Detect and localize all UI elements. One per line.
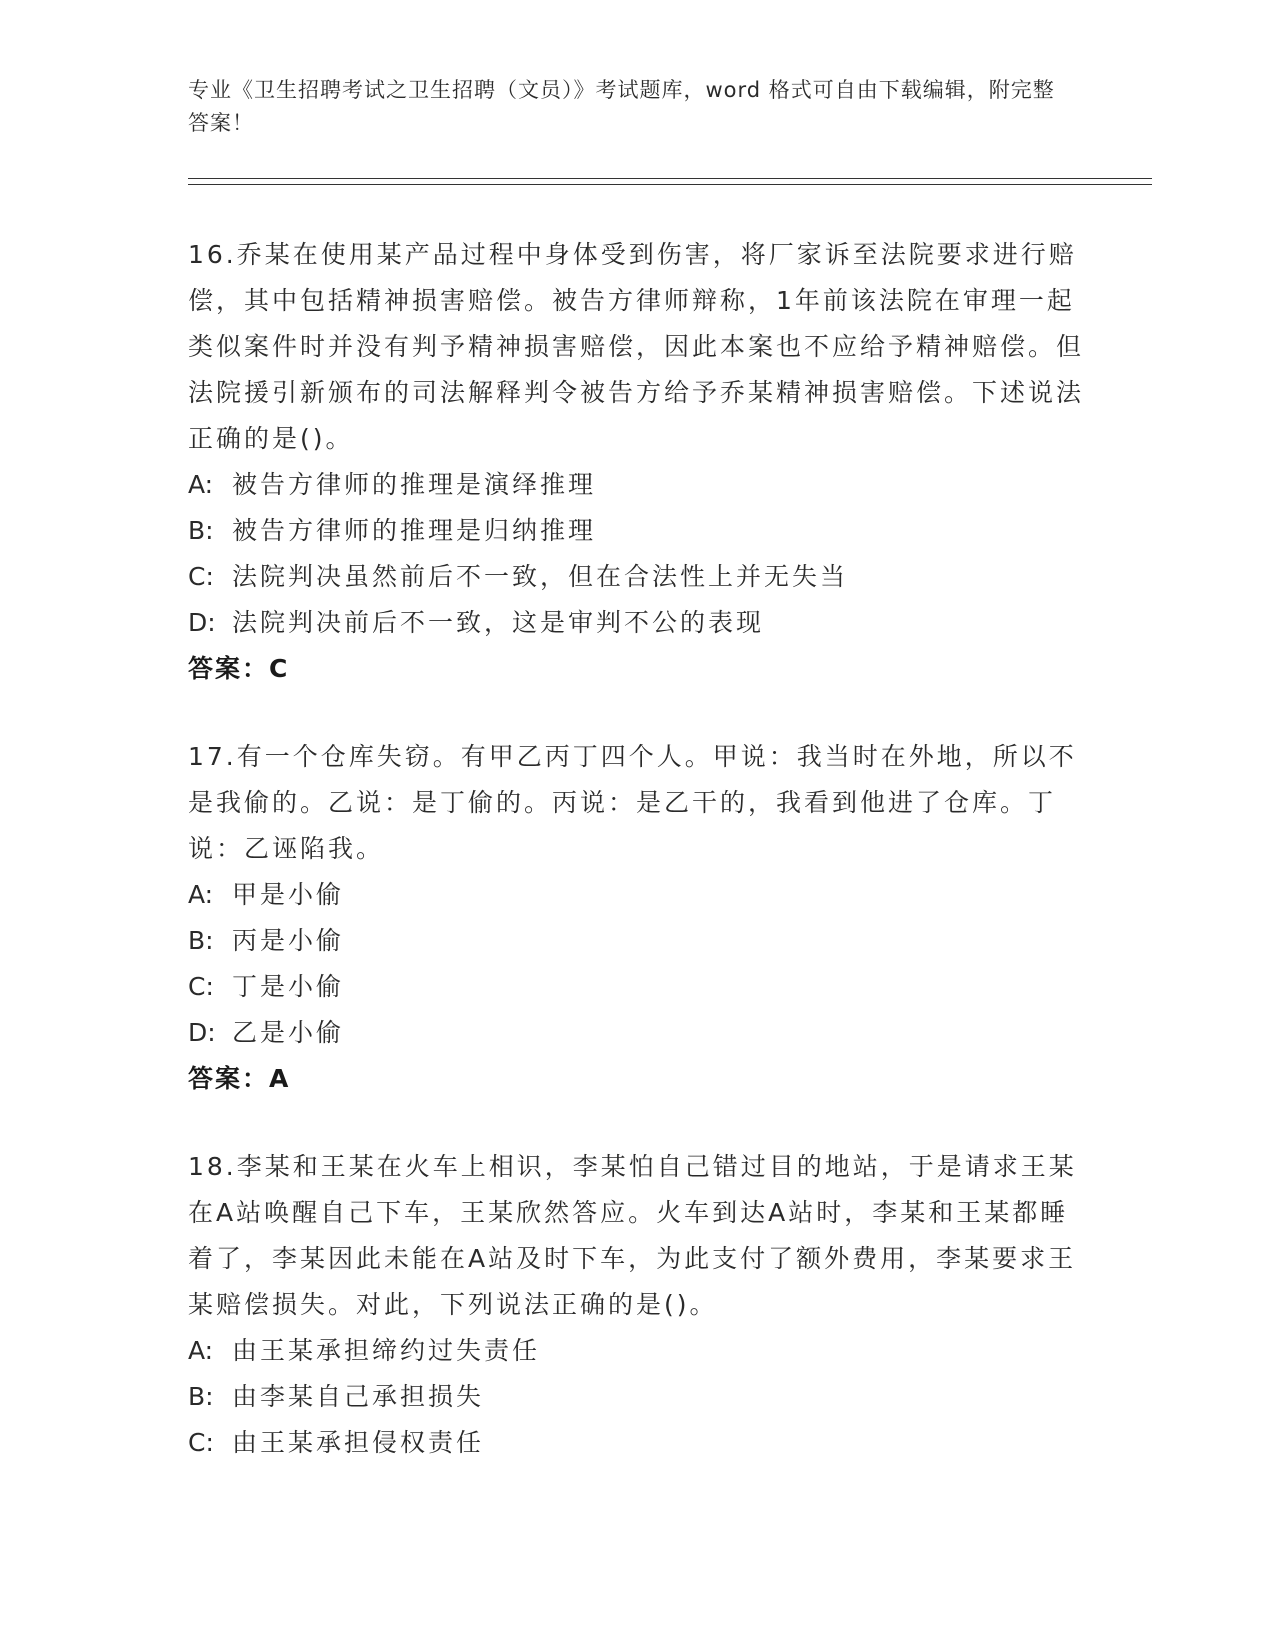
option-text: 丙是小偷	[232, 926, 345, 955]
question-stem: 18.李某和王某在火车上相识，李某怕自己错过目的地站，于是请求王某在A站唤醒自己下车，王某欣然答应。火车到达A站时，李某和王某都睡着了，李某因此未能在A站及时下车，为此支付了额外费用，李某要求王某赔偿损失。对此，下列说法正确的是()。	[188, 1152, 1077, 1319]
option-a	[188, 1328, 1088, 1374]
option-letter: D:	[188, 608, 216, 637]
option-text: 由王某承担缔约过失责任	[232, 1336, 541, 1365]
question-stem: 17.有一个仓库失窃。有甲乙丙丁四个人。甲说：我当时在外地，所以不是我偷的。乙说：是丁偷的。丙说：是乙干的，我看到他进了仓库。丁说：乙诬陷我。	[188, 742, 1077, 863]
option-letter: A:	[188, 880, 214, 909]
document-header: 专业《卫生招聘考试之卫生招聘（文员）》考试题库，word 格式可自由下载编辑，附完整答案！	[188, 78, 1055, 135]
option-c	[188, 964, 1088, 1010]
header-divider-bottom	[188, 184, 1152, 185]
question-17	[188, 734, 1088, 1102]
answer-label: 答案：A	[188, 1064, 291, 1093]
option-letter: B:	[188, 926, 214, 955]
option-c	[188, 554, 1088, 600]
option-a	[188, 872, 1088, 918]
option-text: 法院判决前后不一致，这是审判不公的表现	[232, 608, 765, 637]
option-c	[188, 1420, 1088, 1466]
header-divider-top	[188, 178, 1152, 179]
option-letter: B:	[188, 516, 214, 545]
answer-label: 答案：C	[188, 654, 290, 683]
option-text: 由李某自己承担损失	[232, 1382, 485, 1411]
option-letter: C:	[188, 1428, 214, 1457]
question-stem: 16.乔某在使用某产品过程中身体受到伤害，将厂家诉至法院要求进行赔偿，其中包括精神损害赔偿。被告方律师辩称，1年前该法院在审理一起类似案件时并没有判予精神损害赔偿，因此本案也不应给予精神赔偿。但法院援引新颁布的司法解释判令被告方给予乔某精神损害赔偿。下述说法正确的是()。	[188, 240, 1085, 453]
option-text: 被告方律师的推理是演绎推理	[232, 470, 597, 499]
option-d	[188, 1010, 1088, 1056]
option-text: 甲是小偷	[232, 880, 345, 909]
option-a	[188, 462, 1088, 508]
option-letter: C:	[188, 972, 214, 1001]
option-text: 丁是小偷	[232, 972, 345, 1001]
option-text: 乙是小偷	[232, 1018, 345, 1047]
option-text: 由王某承担侵权责任	[232, 1428, 485, 1457]
option-b	[188, 508, 1088, 554]
option-b	[188, 1374, 1088, 1420]
option-text: 法院判决虽然前后不一致，但在合法性上并无失当	[232, 562, 849, 591]
question-16	[188, 232, 1088, 692]
option-letter: C:	[188, 562, 214, 591]
option-b	[188, 918, 1088, 964]
option-letter: A:	[188, 1336, 214, 1365]
option-d	[188, 600, 1088, 646]
option-letter: D:	[188, 1018, 216, 1047]
question-18	[188, 1144, 1088, 1466]
option-letter: B:	[188, 1382, 214, 1411]
option-letter: A:	[188, 470, 214, 499]
option-text: 被告方律师的推理是归纳推理	[232, 516, 597, 545]
